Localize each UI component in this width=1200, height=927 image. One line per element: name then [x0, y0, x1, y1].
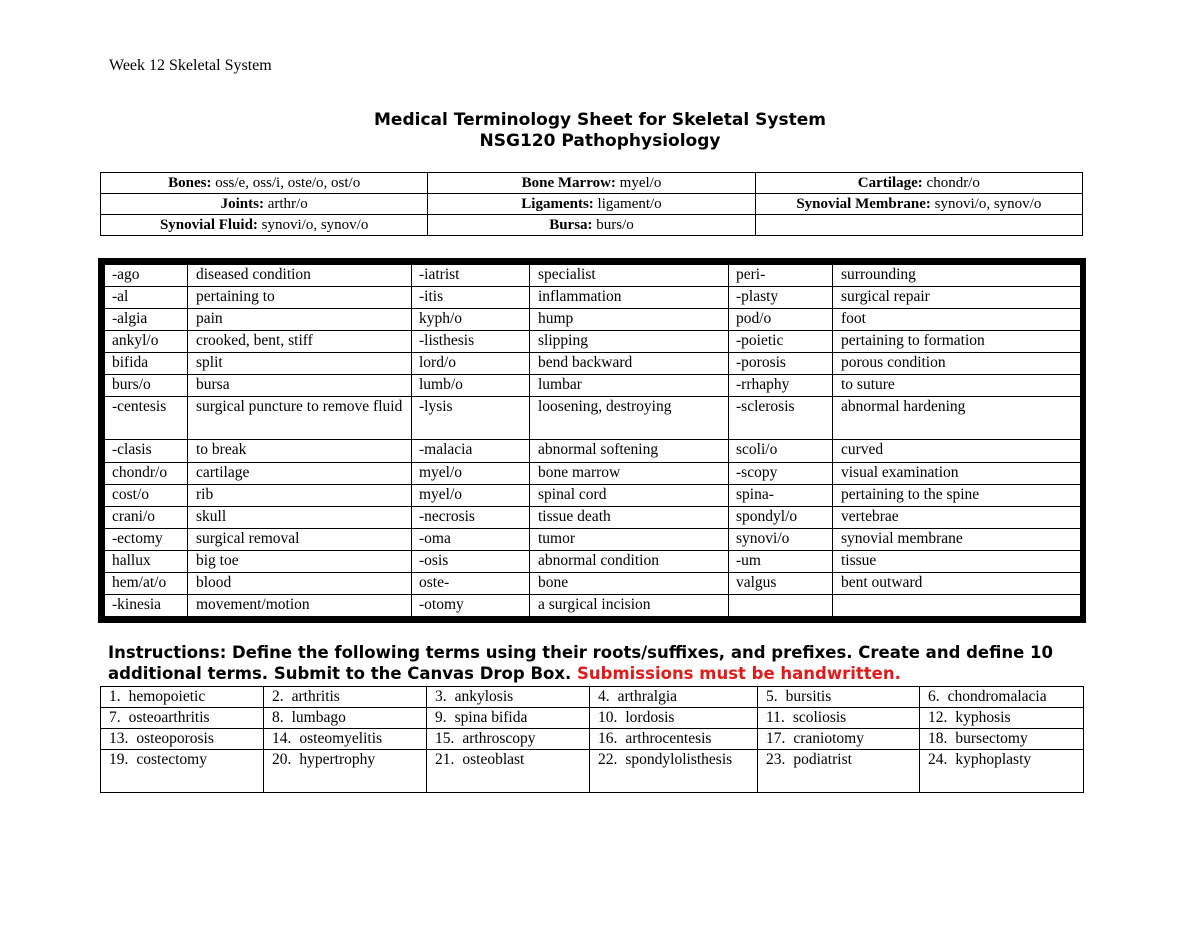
- term-part: -algia: [105, 309, 188, 331]
- term-number: 17.: [766, 730, 786, 747]
- term-part: [729, 594, 833, 616]
- term-word: osteoarthritis: [128, 709, 210, 726]
- term-number: 23.: [766, 751, 786, 768]
- definition-cell[interactable]: [590, 729, 758, 750]
- term-word: osteoblast: [462, 751, 525, 768]
- term-meaning: visual examination: [833, 462, 1081, 484]
- roots-cell: [428, 173, 755, 194]
- definition-cell[interactable]: [427, 708, 590, 729]
- term-word: kyphosis: [955, 709, 1011, 726]
- term-part: -porosis: [729, 353, 833, 375]
- definition-cell[interactable]: [590, 708, 758, 729]
- term-part: -lysis: [412, 397, 530, 440]
- root-label: Bones:: [168, 174, 212, 191]
- term-word: ankylosis: [454, 688, 514, 705]
- root-label: Bone Marrow:: [521, 174, 616, 191]
- definition-cell[interactable]: [920, 750, 1084, 793]
- instructions-text: Instructions: Define the following terms using their roots/suffixes, and prefixes. Create and define 10 additional terms. Submit to the Canvas Drop Box.: [108, 643, 1053, 683]
- term-part: peri-: [729, 265, 833, 287]
- term-part: valgus: [729, 572, 833, 594]
- term-part: bifida: [105, 353, 188, 375]
- roots-cell: [755, 215, 1082, 236]
- term-number: 7.: [109, 709, 121, 726]
- term-number: 12.: [928, 709, 948, 726]
- definition-cell[interactable]: [101, 750, 264, 793]
- term-number: 21.: [435, 751, 455, 768]
- term-number: 5.: [766, 688, 778, 705]
- term-number: 2.: [272, 688, 284, 705]
- root-label: Synovial Fluid:: [159, 216, 258, 233]
- term-part: -scopy: [729, 462, 833, 484]
- root-value: synovi/o, synov/o: [934, 195, 1042, 212]
- term-row: [105, 287, 1081, 309]
- roots-cell: [101, 173, 428, 194]
- definition-cell[interactable]: [920, 729, 1084, 750]
- roots-cell: [428, 194, 755, 215]
- definition-cell[interactable]: [920, 708, 1084, 729]
- term-meaning: loosening, destroying: [530, 397, 729, 440]
- term-part: lord/o: [412, 353, 530, 375]
- term-meaning: foot: [833, 309, 1081, 331]
- term-part: -clasis: [105, 440, 188, 462]
- week-header: Week 12 Skeletal System: [109, 57, 272, 74]
- definition-row: [101, 687, 1084, 708]
- term-word: scoliosis: [792, 709, 847, 726]
- term-row: [105, 309, 1081, 331]
- definitions-table: [100, 686, 1084, 793]
- term-row: [105, 462, 1081, 484]
- term-number: 20.: [272, 751, 292, 768]
- term-number: 3.: [435, 688, 447, 705]
- definition-cell[interactable]: [427, 750, 590, 793]
- term-row: [105, 331, 1081, 353]
- definition-cell[interactable]: [590, 750, 758, 793]
- term-word: lordosis: [625, 709, 675, 726]
- root-value: oss/e, oss/i, oste/o, ost/o: [215, 174, 361, 191]
- roots-row: [101, 215, 1083, 236]
- root-label: Synovial Membrane:: [796, 195, 931, 212]
- term-row: [105, 375, 1081, 397]
- term-meaning: lumbar: [530, 375, 729, 397]
- term-part: -centesis: [105, 397, 188, 440]
- term-meaning: [833, 594, 1081, 616]
- term-word: bursitis: [785, 688, 832, 705]
- term-part: -itis: [412, 287, 530, 309]
- term-part: lumb/o: [412, 375, 530, 397]
- term-meaning: abnormal hardening: [833, 397, 1081, 440]
- term-part: -iatrist: [412, 265, 530, 287]
- term-meaning: pertaining to formation: [833, 331, 1081, 353]
- term-number: 24.: [928, 751, 948, 768]
- term-part: -ago: [105, 265, 188, 287]
- term-part: myel/o: [412, 484, 530, 506]
- term-meaning: tissue: [833, 550, 1081, 572]
- root-value: arthr/o: [267, 195, 308, 212]
- roots-cell: [755, 194, 1082, 215]
- term-word: costectomy: [136, 751, 207, 768]
- term-part: -kinesia: [105, 594, 188, 616]
- definition-row: [101, 729, 1084, 750]
- term-word: arthralgia: [617, 688, 678, 705]
- instructions-emphasis: Submissions must be handwritten.: [577, 664, 901, 683]
- term-meaning: vertebrae: [833, 506, 1081, 528]
- term-meaning: surgical puncture to remove fluid: [188, 397, 412, 440]
- course-subtitle: NSG120 Pathophysiology: [479, 131, 721, 151]
- term-meaning: skull: [188, 506, 412, 528]
- term-part: -osis: [412, 550, 530, 572]
- term-part: synovi/o: [729, 528, 833, 550]
- term-meaning: bone: [530, 572, 729, 594]
- root-label: Bursa:: [549, 216, 593, 233]
- term-meaning: big toe: [188, 550, 412, 572]
- roots-row: [101, 173, 1083, 194]
- root-label: Ligaments:: [521, 195, 594, 212]
- term-meaning: cartilage: [188, 462, 412, 484]
- root-label: Joints:: [220, 195, 264, 212]
- term-number: 16.: [598, 730, 618, 747]
- term-row: [105, 353, 1081, 375]
- term-part: -rrhaphy: [729, 375, 833, 397]
- term-meaning: tissue death: [530, 506, 729, 528]
- term-part: scoli/o: [729, 440, 833, 462]
- definition-cell[interactable]: [920, 687, 1084, 708]
- term-word: arthritis: [291, 688, 340, 705]
- term-row: [105, 572, 1081, 594]
- term-word: hemopoietic: [128, 688, 206, 705]
- root-value: burs/o: [596, 216, 634, 233]
- definition-cell[interactable]: [264, 708, 427, 729]
- definition-cell[interactable]: [427, 687, 590, 708]
- term-word: osteoporosis: [136, 730, 214, 747]
- term-row: [105, 440, 1081, 462]
- definition-cell[interactable]: [427, 729, 590, 750]
- term-meaning: tumor: [530, 528, 729, 550]
- definition-cell[interactable]: [101, 708, 264, 729]
- term-row: [105, 550, 1081, 572]
- term-word: spina bifida: [454, 709, 528, 726]
- term-number: 11.: [766, 709, 785, 726]
- term-part: -otomy: [412, 594, 530, 616]
- term-part: -um: [729, 550, 833, 572]
- roots-cell: [101, 194, 428, 215]
- term-part: -oma: [412, 528, 530, 550]
- term-word: arthroscopy: [462, 730, 536, 747]
- term-part: kyph/o: [412, 309, 530, 331]
- term-meaning: synovial membrane: [833, 528, 1081, 550]
- terms-table: [104, 264, 1081, 617]
- term-part: hem/at/o: [105, 572, 188, 594]
- term-number: 4.: [598, 688, 610, 705]
- definition-cell[interactable]: [264, 729, 427, 750]
- term-meaning: bursa: [188, 375, 412, 397]
- term-number: 19.: [109, 751, 129, 768]
- term-word: hypertrophy: [299, 751, 376, 768]
- term-meaning: bent outward: [833, 572, 1081, 594]
- term-meaning: abnormal condition: [530, 550, 729, 572]
- definition-cell[interactable]: [264, 750, 427, 793]
- term-meaning: pertaining to the spine: [833, 484, 1081, 506]
- term-meaning: abnormal softening: [530, 440, 729, 462]
- term-meaning: inflammation: [530, 287, 729, 309]
- term-number: 6.: [928, 688, 940, 705]
- sheet-title: Medical Terminology Sheet for Skeletal System: [374, 110, 826, 130]
- term-row: [105, 265, 1081, 287]
- definition-cell[interactable]: [758, 729, 920, 750]
- term-meaning: porous condition: [833, 353, 1081, 375]
- term-number: 13.: [109, 730, 129, 747]
- root-value: chondr/o: [926, 174, 980, 191]
- term-meaning: blood: [188, 572, 412, 594]
- term-word: osteomyelitis: [299, 730, 383, 747]
- term-part: -listhesis: [412, 331, 530, 353]
- term-number: 9.: [435, 709, 447, 726]
- term-row: [105, 397, 1081, 440]
- term-meaning: split: [188, 353, 412, 375]
- roots-cell: [101, 215, 428, 236]
- definition-cell[interactable]: [758, 687, 920, 708]
- term-number: 18.: [928, 730, 948, 747]
- term-word: kyphoplasty: [955, 751, 1032, 768]
- term-meaning: rib: [188, 484, 412, 506]
- root-value: myel/o: [619, 174, 662, 191]
- term-part: -ectomy: [105, 528, 188, 550]
- term-part: spondyl/o: [729, 506, 833, 528]
- term-number: 10.: [598, 709, 618, 726]
- term-part: crani/o: [105, 506, 188, 528]
- term-meaning: bone marrow: [530, 462, 729, 484]
- term-part: -necrosis: [412, 506, 530, 528]
- term-meaning: surgical repair: [833, 287, 1081, 309]
- term-meaning: to suture: [833, 375, 1081, 397]
- root-value: synovi/o, synov/o: [261, 216, 369, 233]
- term-meaning: pain: [188, 309, 412, 331]
- term-part: -plasty: [729, 287, 833, 309]
- term-meaning: crooked, bent, stiff: [188, 331, 412, 353]
- definition-cell[interactable]: [590, 687, 758, 708]
- term-word: spondylolisthesis: [625, 751, 733, 768]
- definition-cell[interactable]: [101, 687, 264, 708]
- definition-cell[interactable]: [101, 729, 264, 750]
- term-row: [105, 528, 1081, 550]
- root-value: ligament/o: [597, 195, 662, 212]
- title-block: [0, 110, 1200, 152]
- term-word: lumbago: [291, 709, 346, 726]
- term-word: podiatrist: [793, 751, 852, 768]
- roots-cell: [755, 173, 1082, 194]
- term-part: spina-: [729, 484, 833, 506]
- term-part: hallux: [105, 550, 188, 572]
- definition-cell[interactable]: [758, 708, 920, 729]
- term-meaning: hump: [530, 309, 729, 331]
- term-part: -al: [105, 287, 188, 309]
- term-part: -poietic: [729, 331, 833, 353]
- term-part: -sclerosis: [729, 397, 833, 440]
- term-number: 15.: [435, 730, 455, 747]
- term-meaning: spinal cord: [530, 484, 729, 506]
- term-word: bursectomy: [955, 730, 1028, 747]
- definition-row: [101, 750, 1084, 793]
- roots-table: [100, 172, 1083, 236]
- term-word: chondromalacia: [947, 688, 1047, 705]
- terms-table-frame: [98, 258, 1086, 623]
- roots-row: [101, 194, 1083, 215]
- term-meaning: surgical removal: [188, 528, 412, 550]
- definition-cell[interactable]: [758, 750, 920, 793]
- roots-cell: [428, 215, 755, 236]
- term-number: 22.: [598, 751, 618, 768]
- term-word: arthrocentesis: [625, 730, 712, 747]
- term-part: myel/o: [412, 462, 530, 484]
- term-part: -malacia: [412, 440, 530, 462]
- term-word: craniotomy: [793, 730, 864, 747]
- term-part: ankyl/o: [105, 331, 188, 353]
- instructions: [108, 642, 1098, 684]
- term-row: [105, 594, 1081, 616]
- term-meaning: bend backward: [530, 353, 729, 375]
- term-meaning: specialist: [530, 265, 729, 287]
- term-part: chondr/o: [105, 462, 188, 484]
- term-part: pod/o: [729, 309, 833, 331]
- term-meaning: pertaining to: [188, 287, 412, 309]
- term-part: cost/o: [105, 484, 188, 506]
- term-number: 14.: [272, 730, 292, 747]
- root-label: Cartilage:: [857, 174, 923, 191]
- term-meaning: slipping: [530, 331, 729, 353]
- term-meaning: to break: [188, 440, 412, 462]
- definition-row: [101, 708, 1084, 729]
- definition-cell[interactable]: [264, 687, 427, 708]
- term-meaning: a surgical incision: [530, 594, 729, 616]
- term-meaning: curved: [833, 440, 1081, 462]
- term-meaning: surrounding: [833, 265, 1081, 287]
- term-row: [105, 506, 1081, 528]
- term-meaning: diseased condition: [188, 265, 412, 287]
- term-number: 1.: [109, 688, 121, 705]
- term-row: [105, 484, 1081, 506]
- term-part: burs/o: [105, 375, 188, 397]
- term-meaning: movement/motion: [188, 594, 412, 616]
- term-part: oste-: [412, 572, 530, 594]
- term-number: 8.: [272, 709, 284, 726]
